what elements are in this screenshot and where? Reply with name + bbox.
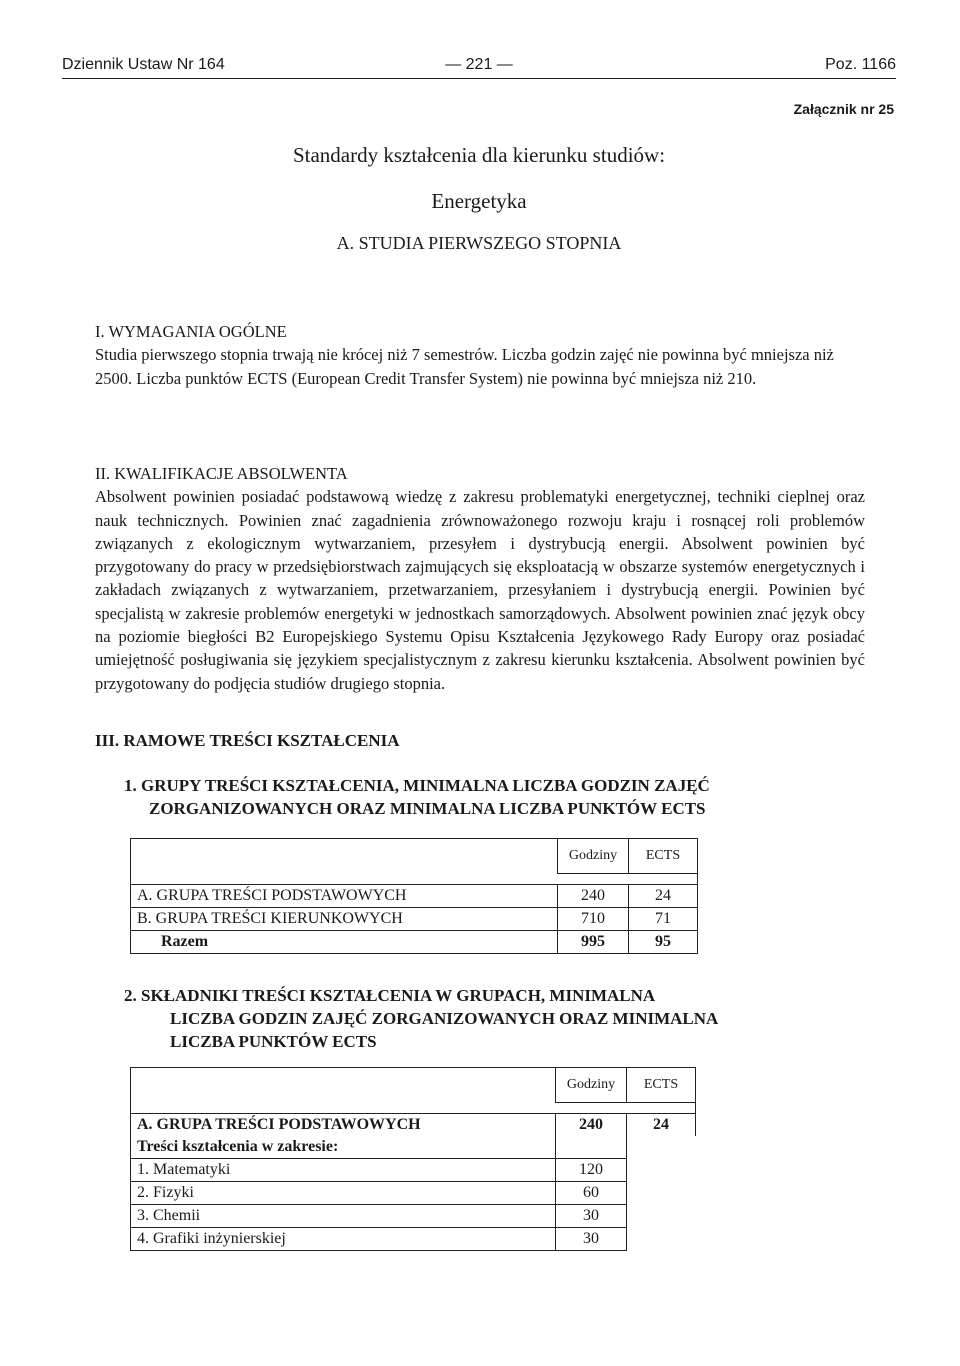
table-row: 1. Matematyki 120 bbox=[131, 1159, 696, 1182]
table-row: 2. Fizyki 60 bbox=[131, 1182, 696, 1205]
column-header-hours: Godziny bbox=[558, 839, 629, 874]
section-heading: II. KWALIFIKACJE ABSOLWENTA bbox=[95, 464, 348, 483]
field-of-study: Energetyka bbox=[431, 189, 527, 213]
groups-table bbox=[130, 838, 698, 954]
attachment-label: Załącznik nr 25 bbox=[793, 101, 894, 117]
position-number: Poz. 1166 bbox=[825, 56, 896, 73]
table-group-row: A. GRUPA TREŚCI PODSTAWOWYCH 240 24 bbox=[131, 1114, 696, 1137]
table-row: B. GRUPA TREŚCI KIERUNKOWYCH 710 71 bbox=[131, 908, 698, 931]
column-header-ects: ECTS bbox=[627, 1068, 696, 1103]
column-header-hours: Godziny bbox=[556, 1068, 627, 1103]
section-text: Absolwent powinien posiadać podstawową wiedzę z zakresu problematyki energetycznej, techniki cieplnej oraz nauk technicznych. Powinien znać zagadnienia zrównoważonego rozwoju kraju i rosnącej roli problemów związanych z ekologicznym wytwarzaniem, przesyłem i dystrybucją energii. Absolwent powinien być przygotowany do pracy w przedsiębiorstwach zajmujących się eksploatacją w obszarze systemów energetycznych i zakładach związanych z wytwarzaniem, przetwarzaniem, przesyłaniem i dystrybucją energii. Powinien być specjalistą w zakresie problemów energetyki w jednostkach samorządowych. Absolwent powinien znać język obcy na poziomie biegłości B2 Europejskiego Systemu Opisu Kształcenia Językowego Rady Europy oraz posiadać umiejętność posługiwania się językiem specjalistycznym z zakresu kierunku kształcenia. Absolwent powinien być przygotowany do podjęcia studiów drugiego stopnia. bbox=[95, 487, 865, 693]
section-heading: I. WYMAGANIA OGÓLNE bbox=[95, 322, 287, 341]
components-table bbox=[130, 1067, 696, 1251]
section-heading: III. RAMOWE TREŚCI KSZTAŁCENIA bbox=[95, 731, 400, 750]
journal-name: Dziennik Ustaw Nr 164 bbox=[62, 56, 225, 73]
section-general-requirements bbox=[95, 320, 865, 390]
table-row: 3. Chemii 30 bbox=[131, 1205, 696, 1228]
section-text: Studia pierwszego stopnia trwają nie krócej niż 7 semestrów. Liczba godzin zajęć nie powinna być mniejsza niż 2500. Liczba punktów ECTS (European Credit Transfer System) nie powinna być mniejsza niż 210. bbox=[95, 345, 834, 388]
table-row: 4. Grafiki inżynierskiej 30 bbox=[131, 1228, 696, 1251]
document-title: Standardy kształcenia dla kierunku studiów: bbox=[292, 143, 666, 167]
study-level: A. STUDIA PIERWSZEGO STOPNIA bbox=[336, 233, 622, 253]
page-header bbox=[62, 54, 896, 79]
page-number: — 221 — bbox=[445, 56, 513, 73]
section-graduate-qualifications bbox=[95, 462, 865, 695]
table-scope-row: Treści kształcenia w zakresie: bbox=[131, 1136, 696, 1159]
table-total-row: Razem 995 95 bbox=[131, 931, 698, 954]
table-row: A. GRUPA TREŚCI PODSTAWOWYCH 240 24 bbox=[131, 885, 698, 908]
subsection-heading-2: 2. SKŁADNIKI TREŚCI KSZTAŁCENIA W GRUPACH, MINIMALNA LICZBA GODZIN ZAJĘĆ ZORGANIZOWANYCH ORAZ MINIMALNA LICZBA PUNKTÓW ECTS bbox=[124, 986, 719, 1051]
column-header-ects: ECTS bbox=[629, 839, 698, 874]
subsection-heading-1: 1. GRUPY TREŚCI KSZTAŁCENIA, MINIMALNA LICZBA GODZIN ZAJĘĆ ZORGANIZOWANYCH ORAZ MINIMALNA LICZBA PUNKTÓW ECTS bbox=[124, 776, 710, 818]
